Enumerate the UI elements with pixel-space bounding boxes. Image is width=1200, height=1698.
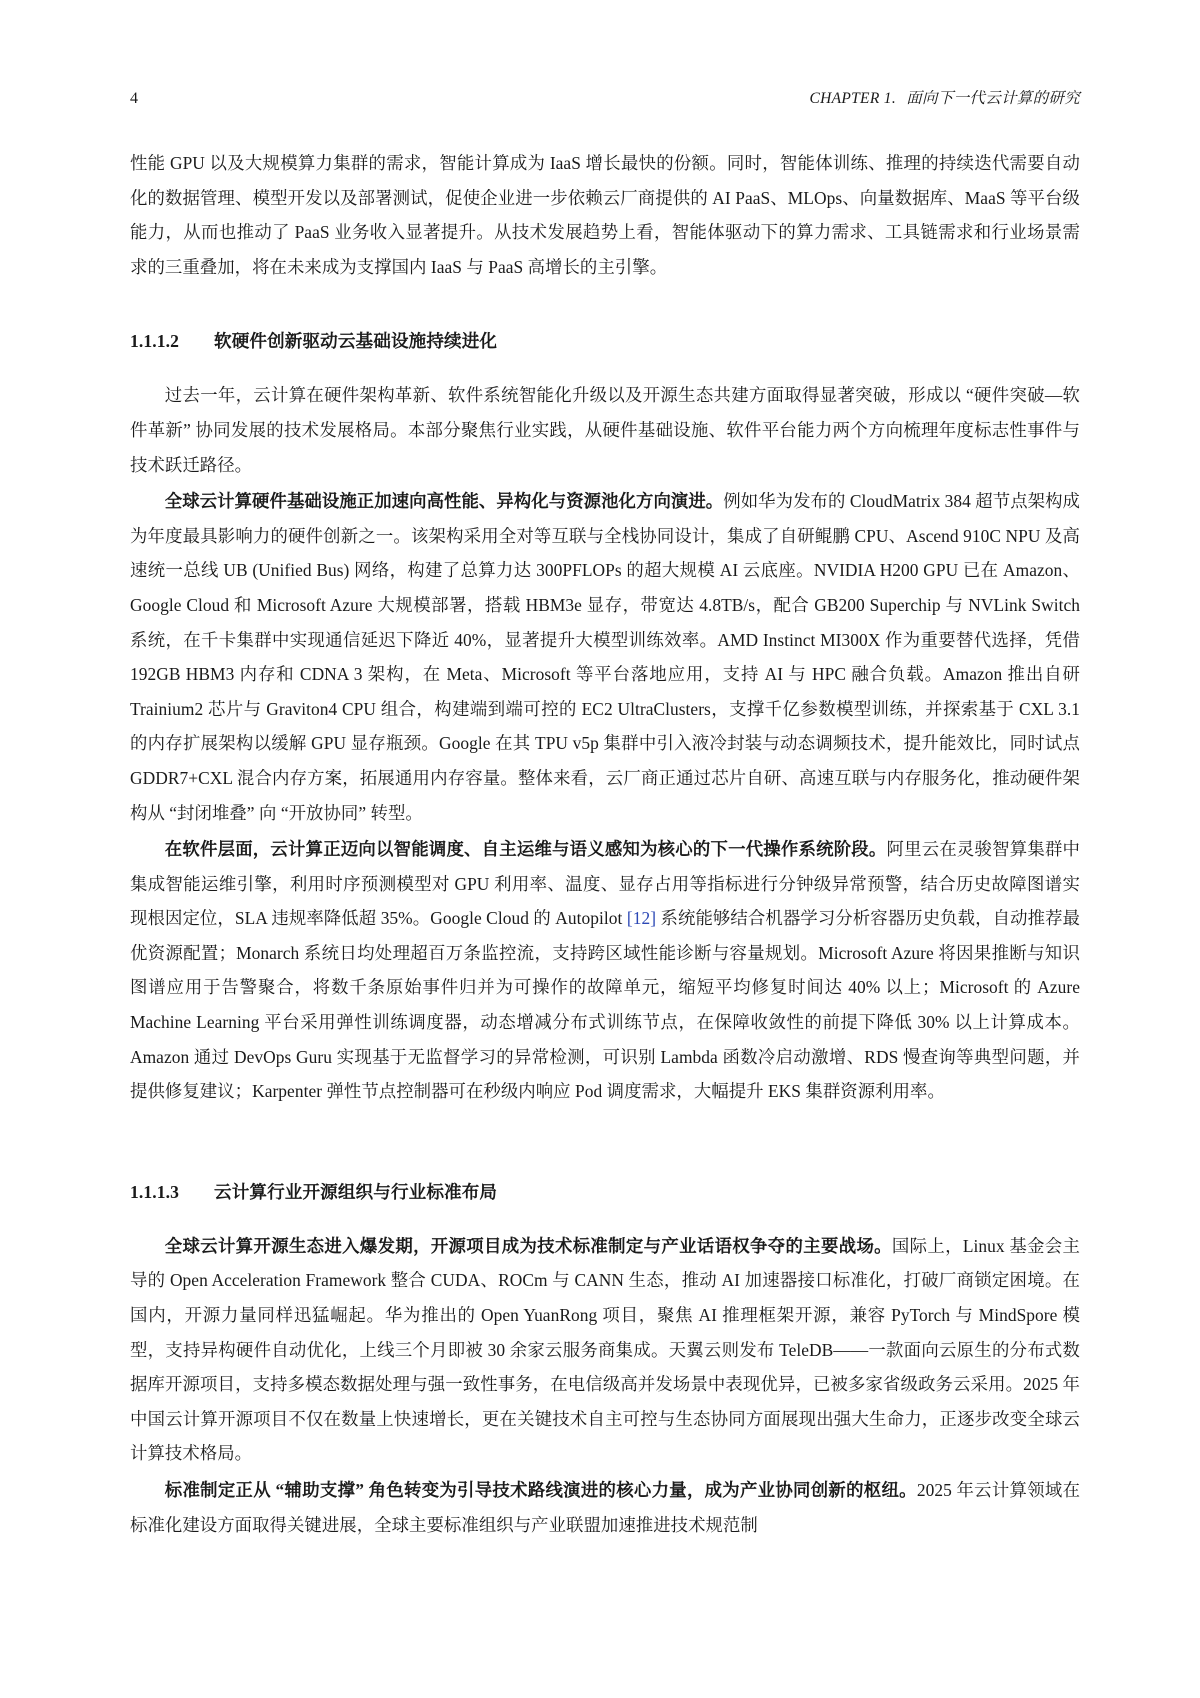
section-title: 云计算行业开源组织与行业标准布局 [214, 1181, 498, 1202]
paragraph-text: 例如华为发布的 CloudMatrix 384 超节点架构成为年度最具影响力的硬件创新之一。该架构采用全对等互联与全栈协同设计，集成了自研鲲鹏 CPU、Ascend 910C NPU 及高速统一总线 UB (Unified Bus) 网络，构建了总算力达 300PFLOPs 的超大规模 AI 云底座。NVIDIA H200 GPU 已在 Amazon、Google Cloud 和 Microsoft Azure 大规模部署，搭载 HBM3e 显存，带宽达 4.8TB/s，配合 GB200 Superchip 与 NVLink Switch 系统，在千卡集群中实现通信延迟下降近 40%，显著提升大模型训练效率。AMD Instinct MI300X 作为重要替代选择，凭借 192GB HBM3 内存和 CDNA 3 架构，在 Meta、Microsoft 等平台落地应用，支持 AI 与 HPC 融合负载。Amazon 推出自研 Trainium2 芯片与 Graviton4 CPU 组合，构建端到端可控的 EC2 UltraClusters，支撑千亿参数模型训练，并探索基于 CXL 3.1 的内存扩展架构以缓解 GPU 显存瓶颈。Google 在其 TPU v5p 集群中引入液冷封装与动态调频技术，提升能效比，同时试点 GDDR7+CXL 混合内存方案，拓展通用内存容量。整体来看，云厂商正通过芯片自研、高速互联与内存服务化，推动硬件架构从 “封闭堆叠” 向 “开放协同” 转型。 [130, 491, 1080, 823]
paragraph-lead-in: 标准制定正从 “辅助支撑” 角色转变为引导技术路线演进的核心力量，成为产业协同创新的枢纽。 [164, 1480, 917, 1500]
paragraph-s2-p2 [130, 1473, 1080, 1542]
running-head-chapter-label: CHAPTER 1. [809, 90, 896, 107]
paragraph-text-after-citation: 系统能够结合机器学习分析容器历史负载，自动推荐最优资源配置；Monarch 系统日均处理超百万条监控流，支持跨区域性能诊断与容量规划。Microsoft Azure 将因果推断与知识图谱应用于告警聚合，将数千条原始事件归并为可操作的故障单元，缩短平均修复时间达 40% 以上；Microsoft 的 Azure Machine Learning 平台采用弹性训练调度器，动态增减分布式训练节点，在保障收敛性的前提下降低 30% 以上计算成本。Amazon 通过 DevOps Guru 实现基于无监督学习的异常检测，可识别 Lambda 函数冷启动激增、RDS 慢查询等典型问题，并提供修复建议；Karpenter 弹性节点控制器可在秒级内响应 Pod 调度需求，大幅提升 EKS 集群资源利用率。 [130, 908, 1080, 1102]
running-head [130, 86, 1080, 110]
section-heading-1113 [130, 1179, 1080, 1205]
paragraph-lead-in: 在软件层面，云计算正迈向以智能调度、自主运维与语义感知为核心的下一代操作系统阶段。 [164, 839, 887, 860]
section-heading-1112 [130, 328, 1080, 354]
running-head-chapter-title: 面向下一代云计算的研究 [906, 90, 1080, 107]
paragraph-s1-p3 [130, 832, 1080, 1109]
paragraph-text: 2025 年云计算领域在标准化建设方面取得关键进展，全球主要标准组织与产业联盟加速推进技术规范制 [130, 1480, 1081, 1535]
paragraph-lead-in: 全球云计算硬件基础设施正加速向高性能、异构化与资源池化方向演进。 [164, 491, 724, 512]
paragraph-s1-p2 [130, 484, 1080, 830]
page-body [130, 146, 1080, 1542]
paragraph-text-before-citation: 阿里云在灵骏智算集群中集成智能运维引擎，利用时序预测模型对 GPU 利用率、温度、显存占用等指标进行分钟级异常预警，结合历史故障图谱实现根因定位，SLA 违规率降低超 35%。Google Cloud 的 Autopilot [130, 839, 1080, 929]
paragraph-lead-in: 全球云计算开源生态进入爆发期，开源项目成为技术标准制定与产业话语权争夺的主要战场。 [164, 1235, 892, 1256]
paragraph-s2-p1 [130, 1229, 1080, 1471]
section-number: 1.1.1.3 [130, 1181, 180, 1202]
paragraph-s1-p1: 过去一年，云计算在硬件架构革新、软件系统智能化升级以及开源生态共建方面取得显著突破，形成以 “硬件突破—软件革新” 协同发展的技术发展格局。本部分聚焦行业实践，从硬件基础设施、软件平台能力两个方向梳理年度标志性事件与技术跃迁路径。 [130, 385, 1080, 475]
section-number: 1.1.1.2 [130, 331, 180, 352]
paragraph-text: 国际上，Linux 基金会主导的 Open Acceleration Framework 整合 CUDA、ROCm 与 CANN 生态，推动 AI 加速器接口标准化，打破厂商锁定困境。在国内，开源力量同样迅猛崛起。华为推出的 Open YuanRong 项目，聚焦 AI 推理框架开源，兼容 PyTorch 与 MindSpore 模型，支持异构硬件自动优化，上线三个月即被 30 余家云服务商集成。天翼云则发布 TeleDB——一款面向云原生的分布式数据库开源项目，支持多模态数据处理与强一致性事务，在电信级高并发场景中表现优异，已被多家省级政务云采用。2025 年中国云计算开源项目不仅在数量上快速增长，更在关键技术自主可控与生态协同方面展现出强大生命力，正逐步改变全球云计算技术格局。 [130, 1235, 1080, 1464]
citation-link-12[interactable]: [12] [626, 908, 657, 929]
section-spacer [130, 1109, 1080, 1135]
page-number: 4 [130, 90, 139, 107]
section-title: 软硬件创新驱动云基础设施持续进化 [214, 331, 498, 352]
running-head-title [809, 86, 1080, 108]
paragraph-continuation: 性能 GPU 以及大规模算力集群的需求，智能计算成为 IaaS 增长最快的份额。同时，智能体训练、推理的持续迭代需要自动化的数据管理、模型开发以及部署测试，促使企业进一步依赖云厂商提供的 AI PaaS、MLOps、向量数据库、MaaS 等平台级能力，从而也推动了 PaaS 业务收入显著提升。从技术发展趋势上看，智能体驱动下的算力需求、工具链需求和行业场景需求的三重叠加，将在未来成为支撑国内 IaaS 与 PaaS 高增长的主引擎。 [130, 153, 1080, 277]
